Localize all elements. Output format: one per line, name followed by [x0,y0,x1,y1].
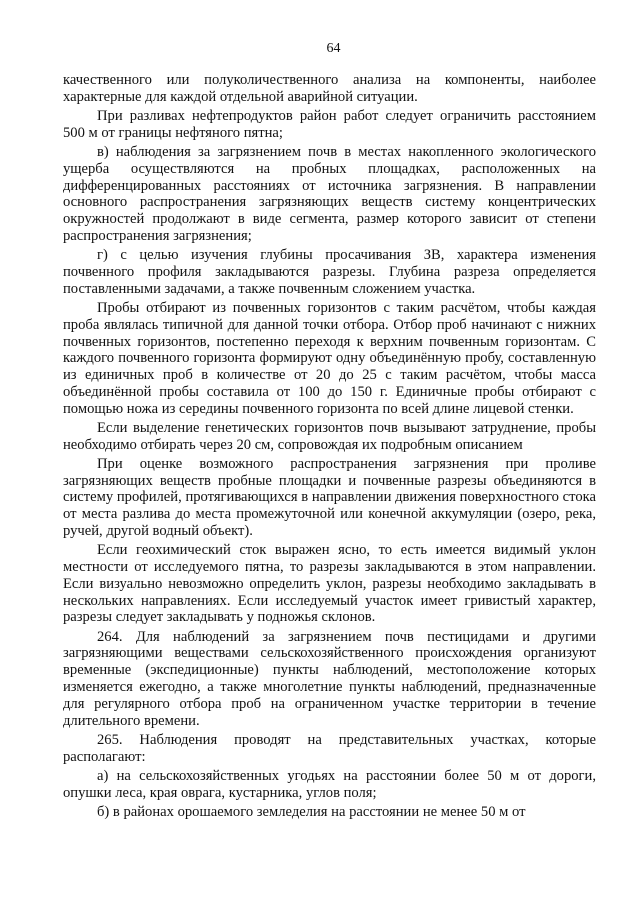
paragraph-265: 265. Наблюдения проводят на представительных участках, которые располагают: [63,731,596,765]
paragraph-item-g: г) с целью изучения глубины просачивания ЗВ, характера изменения почвенного профиля закладываются разрезы. Глубина разреза определяется поставленными задачами, а также почвенным сложением участка. [63,247,596,297]
paragraph-geochemical-runoff: Если геохимический сток выражен ясно, то есть имеется видимый уклон местности от исследуемого пятна, то разрезы закладываются в этом направлении. Если визуально невозможно определить уклон, разрезы необходимо закладывать в нескольких направлениях. Если исследуемый участок имеет гривистый характер, разрезы следует закладывать у подножья склонов. [63,542,596,626]
paragraph-oil-spill-radius: При разливах нефтепродуктов район работ следует ограничить расстоянием 500 м от границы нефтяного пятна; [63,107,596,141]
paragraph-item-a: а) на сельскохозяйственных угодьях на расстоянии более 50 м от дороги, опушки леса, края оврага, кустарника, углов поля; [63,767,596,801]
paragraph-item-b: б) в районах орошаемого земледелия на расстоянии не менее 50 м от [97,803,526,820]
paragraph-horizons: Если выделение генетических горизонтов почв вызывают затруднение, пробы необходимо отбирать через 20 см, сопровождая их подробным описанием [63,419,596,453]
paragraph-item-v: в) наблюдения за загрязнением почв в местах накопленного экологического ущерба осуществляются на пробных площадках, расположенных на дифференцированных расстояниях от источника загрязнения. В направлении основного распространения загрязняющих веществ систему концентрических окружностей продолжают в виде сегмента, размер которого зависит от степени распространения загрязнения; [63,143,596,244]
paragraph-profiles: При оценке возможного распространения загрязнения при проливе загрязняющих веществ пробные площадки и почвенные разрезы объединяются в систему профилей, протягивающихся в направлении движения поверхностного стока от места разлива до места промежуточной или конечной аккумуляции (озеро, река, ручей, другой водный объект). [63,455,596,540]
paragraph-264: 264. Для наблюдений за загрязнением почв пестицидами и другими загрязняющими веществами сельскохозяйственного происхождения организуют временные (экспедиционные) пункты наблюдений, местоположение которых изменяется ежегодно, а также многолетние пункты наблюдений, предназначенные для регулярного отбора проб на ограниченном участке территории в течение длительного времени. [63,628,596,729]
document-page [63,40,596,821]
paragraph-continuation: качественного или полуколичественного анализа на компоненты, наиболее характерные для каждой отдельной аварийной ситуации. [63,72,596,105]
page-number: 64 [326,41,341,56]
paragraph-sampling: Пробы отбирают из почвенных горизонтов с таким расчётом, чтобы каждая проба являлась типичной для данной точки отбора. Отбор проб начинают с нижних почвенных горизонтов, постепенно переходя к верхним почвенным горизонтам. С каждого почвенного горизонта формируют одну объединённую пробу, составленную из единичных проб в количестве от 20 до 25 с таким расчётом, чтобы масса объединённой пробы составила от 100 до 150 г. Единичные пробы отбирают с помощью ножа из середины почвенного горизонта по всей длине лицевой стенки. [63,299,596,417]
